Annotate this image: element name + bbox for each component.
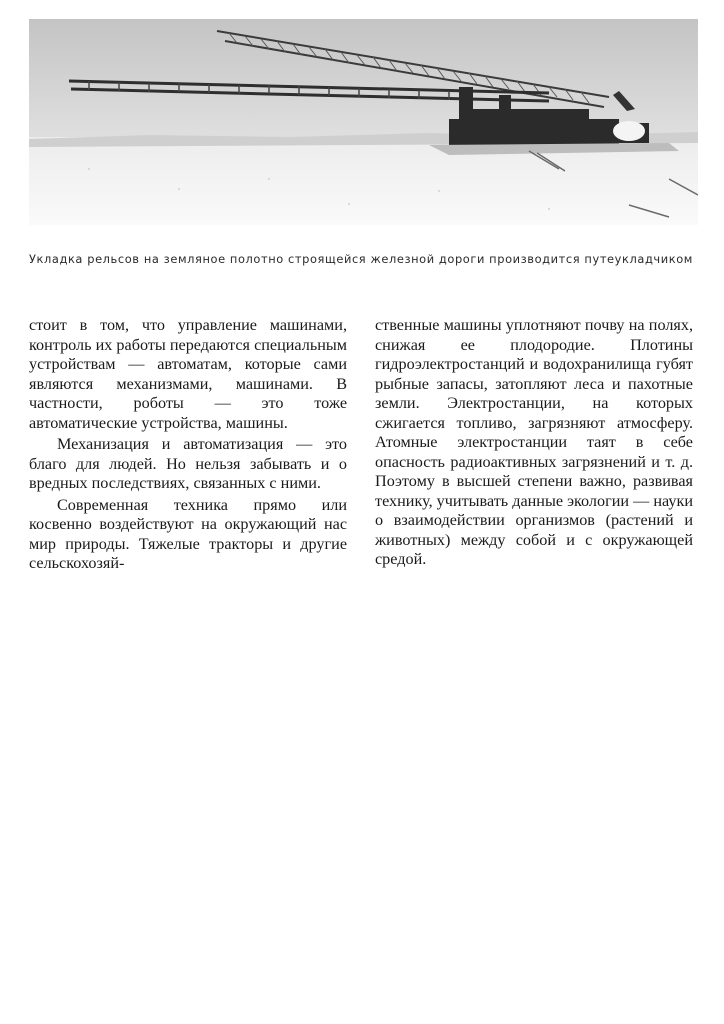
paragraph-ecology: ственные машины уплотняют почву на полях, снижая ее плодородие. Плотины гидроэлектростанций и водохранилища губят рыбные запасы, затопляют леса и пахотные земли. Электростанции, на которых сжигается топливо, загрязняют атмосферу. Атомные электростанции таят в себе опасность радиоактивных загрязнений и т. д. Поэтому в высшей степени важно, развивая технику, учитывать данные экологии — науки о взаимодействии организмов (растений и животных) между собой и с окружающей средой. <box>375 316 694 568</box>
left-text-column <box>29 316 347 574</box>
track-laying-photo <box>29 19 698 225</box>
paragraph-continuation: стоит в том, что управление машинами, контроль их работы передаются специальным устройствам — автоматам, которые сами являются механизмами, машинами. В частности, роботы — это тоже автоматические устройства, машины. <box>29 316 347 432</box>
right-text-column <box>375 316 693 570</box>
track-laying-machine-illustration <box>29 19 698 225</box>
paragraph-modern-technology: Современная техника прямо или косвенно воздействуют на окружающий нас мир природы. Тяжелые тракторы и другие сельскохозяй- <box>29 495 347 572</box>
photo-caption: Укладка рельсов на земляное полотно строящейся железной дороги производится путеукладчиком <box>29 252 693 266</box>
paragraph-mechanization: Механизация и автоматизация — это благо для людей. Но нельзя забывать и о вредных последствиях, связанных с ними. <box>29 435 347 492</box>
